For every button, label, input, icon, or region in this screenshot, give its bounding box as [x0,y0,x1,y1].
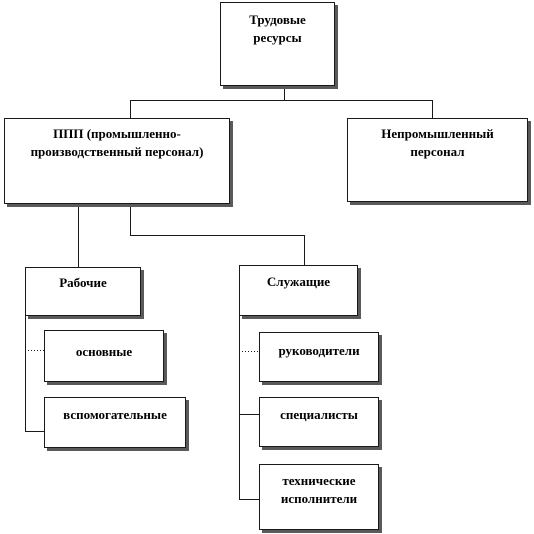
node-technical-line-2: исполнители [280,491,358,506]
node-employees-line-1: Служащие [266,274,331,289]
node-managers [259,332,379,382]
node-ppp-line-2: производственный персонал) [30,144,204,159]
node-workers [25,267,141,316]
node-workers-line-1: Рабочие [59,275,107,290]
node-managers-line-1: руководители [278,343,360,358]
node-nonindustrial-line-2: персонал [410,144,465,159]
node-ppp-line-1: ППП (промышленно- [53,126,181,141]
node-auxiliary-line-1: вспомогательные [63,407,167,422]
node-root-line-1: Трудовые [249,12,306,27]
node-auxiliary [44,397,186,448]
node-specialists [259,397,379,447]
node-root [220,2,335,86]
node-root-line-2: ресурсы [253,30,302,45]
node-specialists-line-1: специалисты [280,407,358,422]
node-main-line-1: основные [75,344,133,359]
node-ppp [4,118,230,204]
node-technical-line-1: технические [282,473,356,488]
node-main [44,330,164,382]
node-employees [239,265,358,316]
node-technical [259,464,379,530]
node-nonindustrial [347,118,528,202]
node-nonindustrial-line-1: Непромышленный [381,126,494,141]
